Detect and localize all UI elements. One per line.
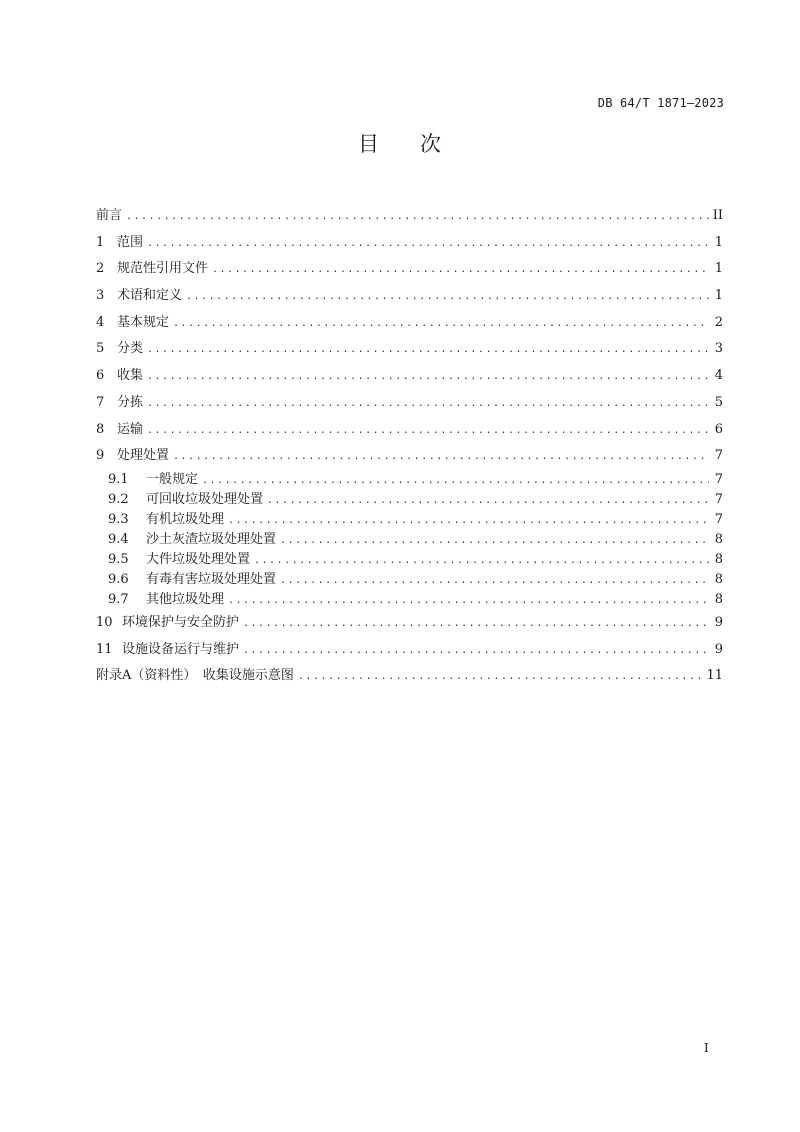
toc-entry[interactable] — [96, 637, 723, 664]
toc-entry-number: 9 — [96, 448, 105, 464]
toc-entry-page: 9 — [714, 641, 723, 657]
toc-entry-label: 运输 — [117, 421, 144, 437]
toc-entry[interactable] — [96, 336, 723, 363]
toc-entry-number: 7 — [96, 394, 105, 410]
toc-entry-label: 分拣 — [117, 394, 144, 410]
toc-entry-page: 2 — [714, 314, 723, 330]
toc-entry-page: II — [712, 208, 723, 223]
toc-entry-page: 8 — [714, 551, 723, 567]
toc-entry[interactable] — [96, 470, 723, 490]
toc-entry-number: 9.5 — [108, 551, 129, 567]
toc-entry[interactable] — [96, 203, 723, 230]
toc-entry-number: 11 — [96, 641, 113, 657]
dot-leader — [228, 591, 709, 611]
dot-leader — [147, 364, 709, 391]
toc-entry[interactable] — [96, 310, 723, 337]
toc-entry[interactable] — [96, 363, 723, 390]
toc-entry[interactable] — [96, 230, 723, 257]
dot-leader — [147, 418, 709, 445]
toc-entry-label: 可回收垃圾处理处置 — [146, 491, 264, 507]
dot-leader — [243, 638, 709, 665]
dot-leader — [280, 531, 709, 551]
toc-entry-label: 设施设备运行与维护 — [122, 641, 240, 657]
dot-leader — [147, 391, 709, 418]
toc-entry[interactable] — [96, 390, 723, 417]
dot-leader — [228, 511, 709, 531]
toc-heading-right: 次 — [420, 132, 442, 156]
toc-entry-page: 8 — [714, 591, 723, 607]
dot-leader — [186, 284, 709, 311]
dot-leader — [280, 571, 709, 591]
toc-entry-page: 8 — [714, 531, 723, 547]
toc-entry[interactable] — [96, 663, 723, 690]
toc-entry-page: 1 — [714, 288, 723, 304]
toc-entry-label: 有机垃圾处理 — [146, 511, 225, 527]
dot-leader — [254, 551, 709, 571]
toc-entry-label: 基本规定 — [117, 314, 170, 330]
toc-heading — [0, 128, 800, 158]
dot-leader — [147, 231, 709, 258]
dot-leader — [173, 444, 709, 471]
toc-entry-page: 6 — [714, 421, 723, 437]
toc-entry[interactable] — [96, 490, 723, 510]
toc-entry-page: 4 — [714, 368, 723, 384]
toc-entry[interactable] — [96, 610, 723, 637]
toc-entry-label: 处理处置 — [117, 448, 170, 464]
toc-entry[interactable] — [96, 590, 723, 610]
dot-leader — [267, 491, 709, 511]
toc-entry-number: 2 — [96, 261, 105, 277]
dot-leader — [173, 311, 709, 338]
toc-entry-number: 9.4 — [108, 531, 129, 547]
toc-entry-label: 有毒有害垃圾处理处置 — [146, 571, 277, 587]
toc-entry-number: 9.1 — [108, 471, 129, 487]
toc-entry-number: 1 — [96, 234, 105, 250]
toc-entry-label: 附录A（资料性） 收集设施示意图 — [96, 668, 294, 684]
dot-leader — [298, 664, 703, 691]
toc-entry-page: 3 — [714, 341, 723, 357]
dot-leader — [147, 337, 709, 364]
toc-entry-number: 3 — [96, 288, 105, 304]
document-code: DB 64/T 1871—2023 — [597, 96, 724, 110]
toc-entry-label: 范围 — [117, 234, 144, 250]
toc-entry-label: 其他垃圾处理 — [146, 591, 225, 607]
toc-entry-page: 9 — [714, 614, 723, 630]
dot-leader — [202, 471, 709, 491]
dot-leader — [212, 257, 709, 284]
toc-entry-label: 沙土灰渣垃圾处理处置 — [146, 531, 277, 547]
toc-entry-label: 大件垃圾处理处置 — [146, 551, 251, 567]
toc-entry-page: 11 — [706, 668, 723, 684]
page-number: I — [704, 1041, 709, 1055]
toc-entry-label: 规范性引用文件 — [117, 261, 209, 277]
toc-entry-number: 6 — [96, 368, 105, 384]
toc-entry-number: 9.6 — [108, 571, 129, 587]
toc-entry-page: 1 — [714, 234, 723, 250]
dot-leader — [243, 611, 709, 638]
toc-entry[interactable] — [96, 530, 723, 550]
toc-entry-label: 环境保护与安全防护 — [122, 614, 240, 630]
toc-entry[interactable] — [96, 443, 723, 470]
toc-entry-label: 前言 — [96, 208, 123, 223]
toc-entry-label: 分类 — [117, 341, 144, 357]
toc-entry-number: 9.3 — [108, 511, 129, 527]
toc-entry-page: 1 — [714, 261, 723, 277]
toc-entry-page: 7 — [714, 471, 723, 487]
toc-entry-page: 5 — [714, 394, 723, 410]
toc-entry-page: 7 — [714, 491, 723, 507]
toc-entry[interactable] — [96, 570, 723, 590]
toc-entry[interactable] — [96, 550, 723, 570]
toc-entry-page: 7 — [714, 448, 723, 464]
dot-leader — [126, 204, 709, 231]
toc-entry[interactable] — [96, 417, 723, 444]
toc-entry-number: 9.2 — [108, 491, 129, 507]
toc-entry-page: 7 — [714, 511, 723, 527]
toc-entry-label: 收集 — [117, 368, 144, 384]
toc-entry-page: 8 — [714, 571, 723, 587]
toc-entry[interactable] — [96, 510, 723, 530]
toc-entry-number: 10 — [96, 614, 113, 630]
toc-entry-number: 9.7 — [108, 591, 129, 607]
toc-heading-left: 目 — [358, 132, 380, 156]
toc-entry-number: 8 — [96, 421, 105, 437]
toc-entry-number: 4 — [96, 314, 105, 330]
table-of-contents — [96, 203, 723, 690]
toc-entry-label: 一般规定 — [146, 471, 199, 487]
toc-entry[interactable] — [96, 283, 723, 310]
toc-entry[interactable] — [96, 256, 723, 283]
toc-entry-number: 5 — [96, 341, 105, 357]
toc-entry-label: 术语和定义 — [117, 288, 183, 304]
